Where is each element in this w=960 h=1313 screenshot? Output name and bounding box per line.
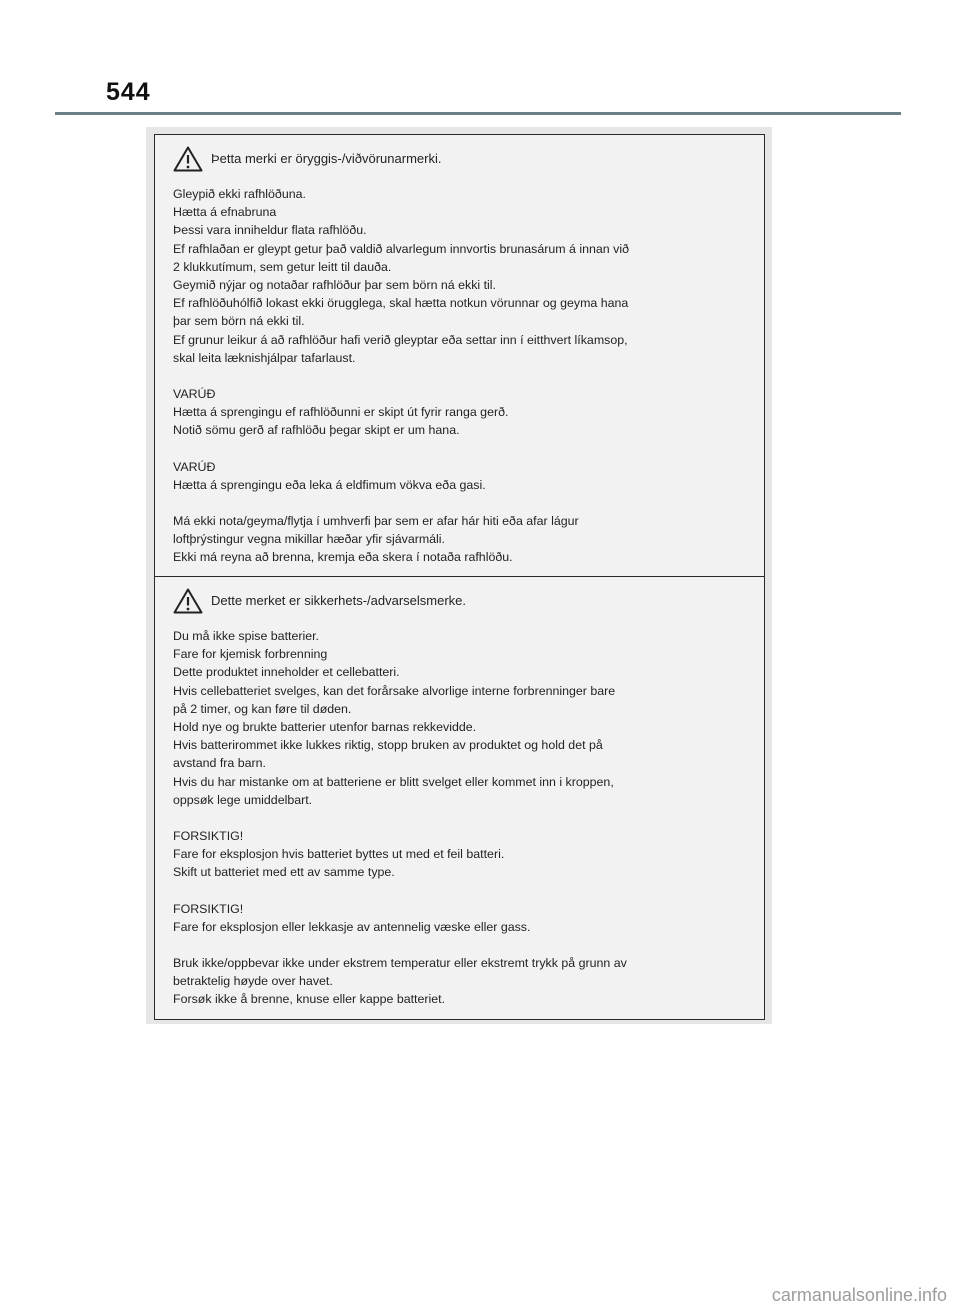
text-line: betraktelig høyde over havet. [173, 974, 333, 989]
text-line: oppsøk lege umiddelbart. [173, 792, 313, 807]
page-number: 544 [106, 78, 151, 106]
svg-text:carmanualsonline.info: carmanualsonline.info [771, 1285, 947, 1305]
text-line: Forsøk ikke å brenne, knuse eller kappe batteriet. [173, 992, 446, 1007]
warning-triangle-icon [173, 588, 203, 614]
norwegian-paragraph [173, 954, 754, 1009]
text-line: Bruk ikke/oppbevar ikke under ekstrem temperatur eller ekstremt trykk på grunn av [173, 956, 627, 971]
text-line: på 2 timer, og kan føre til døden. [173, 701, 352, 716]
text-line: avstand fra barn. [173, 756, 266, 771]
text-line: Hætta á efnabruna [173, 205, 277, 220]
text-line: Du må ikke spise batterier. [173, 629, 319, 643]
text-line: Hvis du har mistanke om at batteriene er blitt svelget eller kommet inn i kroppen, [173, 774, 614, 789]
caution-heading: FORSIKTIG! [173, 901, 244, 916]
text-line: skal leita læknishjálpar tafarlaust. [173, 350, 356, 365]
norwegian-paragraph [173, 627, 754, 809]
caution-heading: VARÚÐ [173, 387, 216, 402]
text-line: Fare for eksplosjon hvis batteriet byttes ut med et feil batteri. [173, 847, 505, 862]
text-line: Geymið nýjar og notaðar rafhlöður þar sem börn ná ekki til. [173, 278, 497, 293]
icelandic-title-row [173, 144, 754, 174]
text-line: þar sem börn ná ekki til. [173, 314, 305, 329]
norwegian-paragraph [173, 827, 754, 882]
text-line: loftþrýstingur vegna mikillar hæðar yfir sjávarmáli. [173, 532, 445, 547]
text-line: Notið sömu gerð af rafhlöðu þegar skipt er um hana. [173, 423, 460, 438]
text-line: Hold nye og brukte batterier utenfor barnas rekkevidde. [173, 720, 477, 735]
norwegian-warning-panel [154, 576, 765, 1020]
text-line: Fare for eksplosjon eller lekkasje av antennelig væske eller gass. [173, 919, 531, 934]
icelandic-warning-panel [154, 134, 765, 577]
text-line: 2 klukkutímum, sem getur leitt til dauða. [173, 259, 392, 274]
header-divider [55, 112, 901, 115]
icelandic-paragraph [173, 185, 754, 367]
text-line: Má ekki nota/geyma/flytja í umhverfi þar sem er afar hár hiti eða afar lágur [173, 514, 579, 529]
text-line: Ef grunur leikur á að rafhlöður hafi verið gleyptar eða settar inn í eitthvert líkamsop, [173, 332, 628, 347]
text-line: Skift ut batteriet med ett av samme type. [173, 865, 395, 880]
text-line: Gleypið ekki rafhlöðuna. [173, 187, 306, 201]
norwegian-title-row [173, 586, 754, 616]
watermark-logo [712, 1280, 952, 1308]
warning-triangle-icon [173, 146, 203, 172]
icelandic-paragraph [173, 458, 754, 494]
text-line: Ekki má reyna að brenna, kremja eða skera í notaða rafhlöðu. [173, 550, 513, 565]
text-line: Þessi vara inniheldur flata rafhlöðu. [173, 223, 367, 238]
text-line: Fare for kjemisk forbrenning [173, 647, 328, 662]
text-line: Hætta á sprengingu eða leka á eldfimum vökva eða gasi. [173, 477, 486, 492]
text-line: Dette produktet inneholder et cellebatteri. [173, 665, 400, 680]
icelandic-title: Þetta merki er öryggis-/viðvörunarmerki. [211, 150, 442, 166]
text-line: Hvis batterirommet ikke lukkes riktig, stopp bruken av produktet og hold det på [173, 738, 603, 753]
norwegian-paragraph [173, 900, 754, 936]
caution-heading: VARÚÐ [173, 459, 216, 474]
icelandic-paragraph [173, 385, 754, 440]
text-line: Hvis cellebatteriet svelges, kan det forårsake alvorlige interne forbrenninger bare [173, 683, 616, 698]
caution-heading: FORSIKTIG! [173, 829, 244, 844]
text-line: Ef rafhlöðuhólfið lokast ekki örugglega, skal hætta notkun vörunnar og geyma hana [173, 296, 629, 311]
icelandic-paragraph [173, 512, 754, 567]
norwegian-title: Dette merket er sikkerhets-/advarselsmerke. [211, 592, 467, 608]
text-line: Hætta á sprengingu ef rafhlöðunni er skipt út fyrir ranga gerð. [173, 405, 509, 420]
text-line: Ef rafhlaðan er gleypt getur það valdið alvarlegum innvortis brunasárum á innan við [173, 241, 629, 256]
